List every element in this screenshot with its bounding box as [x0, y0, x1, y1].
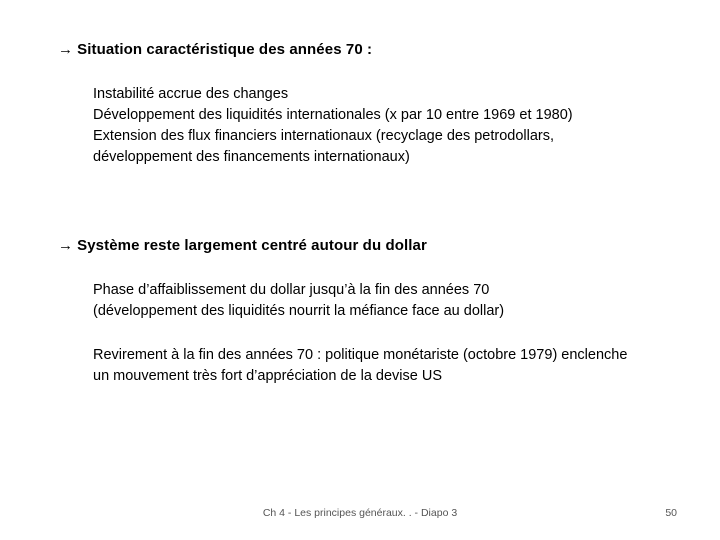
section2-paragraph-1: [93, 280, 653, 322]
section2-paragraph-2: [93, 345, 653, 387]
section1-line-3: Extension des flux financiers internationaux (recyclage des petrodollars, développement des financements internationaux): [93, 128, 555, 165]
arrow-right-icon: →: [58, 41, 74, 58]
section2-heading-text: Système reste largement centré autour du dollar: [77, 237, 427, 254]
arrow-right-icon: →: [58, 237, 74, 254]
section2-paragraph-2-text: Revirement à la fin des années 70 : politique monétariste (octobre 1979) enclenche un mouvement très fort d’appréciation de la devise US: [93, 347, 628, 384]
section2-paragraph-1-text: Phase d’affaiblissement du dollar jusqu’à la fin des années 70 (développement des liquidités nourrit la méfiance face au dollar): [93, 282, 505, 319]
section1-body: [93, 84, 653, 168]
section1-line-2: Développement des liquidités internationales (x par 10 entre 1969 et 1980): [93, 107, 573, 123]
section1-line-1: Instabilité accrue des changes: [93, 86, 289, 102]
page-number: 50: [665, 507, 677, 519]
section1-heading-text: Situation caractéristique des années 70 :: [77, 41, 373, 58]
section2-heading: [58, 237, 427, 254]
footer-caption: Ch 4 - Les principes généraux. . - Diapo 3: [262, 507, 458, 519]
section1-heading: [58, 41, 372, 58]
